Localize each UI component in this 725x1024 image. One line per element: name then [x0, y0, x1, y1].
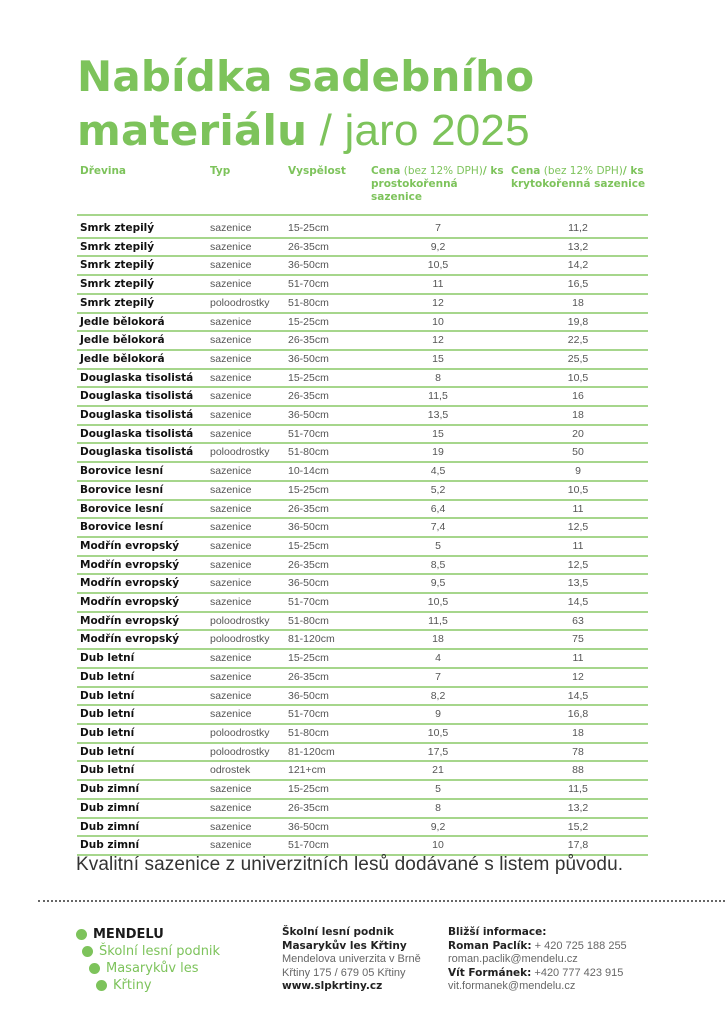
cell-covered: 18	[508, 407, 648, 426]
cell-covered: 11,5	[508, 781, 648, 800]
cell-covered: 12,5	[508, 519, 648, 538]
header-species: Dřevina	[77, 165, 207, 216]
header-price-bare-root: Cena (bez 12% DPH)/ ks prostokořenná sazenice	[368, 165, 508, 216]
cell-bare: 10	[368, 314, 508, 333]
cell-bare: 7,4	[368, 519, 508, 538]
contact-line: Vít Formánek: +420 777 423 915	[448, 966, 624, 979]
table-row	[77, 650, 648, 669]
cell-size: 26-35cm	[285, 800, 368, 819]
table-row	[77, 216, 648, 239]
table-header-row	[77, 165, 648, 216]
logo-row: Křtiny	[76, 977, 220, 994]
cell-species: Dub zimní	[77, 837, 207, 856]
cell-type: poloodrostky	[207, 744, 285, 763]
cell-bare: 5,2	[368, 482, 508, 501]
cell-species: Modřín evropský	[77, 631, 207, 650]
cell-bare: 15	[368, 351, 508, 370]
cell-size: 51-70cm	[285, 837, 368, 856]
table-row	[77, 688, 648, 707]
cell-type: sazenice	[207, 688, 285, 707]
cell-type: sazenice	[207, 216, 285, 239]
org-name-1: Školní lesní podnik	[282, 926, 394, 938]
logo-row: MENDELU	[76, 926, 220, 943]
cell-bare: 10	[368, 837, 508, 856]
table-row	[77, 594, 648, 613]
table-row	[77, 239, 648, 258]
table-row	[77, 575, 648, 594]
cell-type: odrostek	[207, 762, 285, 781]
cell-size: 26-35cm	[285, 557, 368, 576]
contact-line: Roman Paclík: + 420 725 188 255	[448, 939, 627, 952]
title-line-2	[77, 104, 534, 158]
cell-size: 36-50cm	[285, 575, 368, 594]
cell-species: Modřín evropský	[77, 594, 207, 613]
cell-covered: 75	[508, 631, 648, 650]
cell-bare: 6,4	[368, 501, 508, 520]
cell-size: 51-70cm	[285, 594, 368, 613]
cell-species: Dub letní	[77, 650, 207, 669]
table-row	[77, 276, 648, 295]
cell-species: Jedle bělokorá	[77, 332, 207, 351]
cell-bare: 12	[368, 295, 508, 314]
table-row	[77, 819, 648, 838]
cell-species: Dub letní	[77, 762, 207, 781]
cell-bare: 18	[368, 631, 508, 650]
table-row	[77, 388, 648, 407]
cell-covered: 22,5	[508, 332, 648, 351]
cell-type: sazenice	[207, 314, 285, 333]
org-name-2: Masarykův les Křtiny	[282, 939, 407, 952]
cell-type: poloodrostky	[207, 631, 285, 650]
header-type: Typ	[207, 165, 285, 216]
cell-type: sazenice	[207, 594, 285, 613]
cell-covered: 13,2	[508, 239, 648, 258]
cell-bare: 9,2	[368, 239, 508, 258]
table-body	[77, 216, 648, 856]
logo-dot-icon	[89, 963, 100, 974]
cell-bare: 12	[368, 332, 508, 351]
cell-size: 15-25cm	[285, 650, 368, 669]
phone-link[interactable]: + 420 725 188 255	[531, 939, 627, 952]
cell-species: Borovice lesní	[77, 463, 207, 482]
cell-species: Dub letní	[77, 669, 207, 688]
cell-size: 10-14cm	[285, 463, 368, 482]
cell-size: 15-25cm	[285, 781, 368, 800]
cell-species: Modřín evropský	[77, 575, 207, 594]
cell-species: Douglaska tisolistá	[77, 444, 207, 463]
cell-size: 15-25cm	[285, 314, 368, 333]
logo-dot-icon	[96, 980, 107, 991]
cell-size: 26-35cm	[285, 332, 368, 351]
table-row	[77, 426, 648, 445]
cell-covered: 11	[508, 538, 648, 557]
cell-species: Douglaska tisolistá	[77, 407, 207, 426]
cell-species: Douglaska tisolistá	[77, 388, 207, 407]
cell-type: sazenice	[207, 351, 285, 370]
cell-species: Borovice lesní	[77, 519, 207, 538]
cell-covered: 63	[508, 613, 648, 632]
cell-type: sazenice	[207, 575, 285, 594]
mendelu-logo	[76, 926, 220, 994]
cell-species: Smrk ztepilý	[77, 276, 207, 295]
cell-type: sazenice	[207, 332, 285, 351]
cell-species: Dub zimní	[77, 781, 207, 800]
cell-bare: 11	[368, 276, 508, 295]
cell-covered: 13,2	[508, 800, 648, 819]
cell-species: Dub letní	[77, 688, 207, 707]
email-link[interactable]: roman.paclik@mendelu.cz	[448, 953, 578, 966]
cell-species: Jedle bělokorá	[77, 314, 207, 333]
cell-size: 51-80cm	[285, 295, 368, 314]
cell-bare: 8	[368, 370, 508, 389]
cell-type: sazenice	[207, 463, 285, 482]
cell-covered: 11,2	[508, 216, 648, 239]
cell-covered: 17,8	[508, 837, 648, 856]
cell-type: sazenice	[207, 276, 285, 295]
cell-type: sazenice	[207, 482, 285, 501]
cell-bare: 17,5	[368, 744, 508, 763]
table-row	[77, 444, 648, 463]
cell-bare: 21	[368, 762, 508, 781]
price-table	[77, 165, 648, 856]
table-row	[77, 538, 648, 557]
contact-info	[448, 926, 648, 994]
cell-species: Modřín evropský	[77, 613, 207, 632]
cell-covered: 11	[508, 650, 648, 669]
table-row	[77, 332, 648, 351]
cell-covered: 14,5	[508, 594, 648, 613]
table-row	[77, 370, 648, 389]
cell-type: sazenice	[207, 650, 285, 669]
cell-size: 36-50cm	[285, 519, 368, 538]
logo-dot-icon	[76, 929, 87, 940]
cell-type: sazenice	[207, 388, 285, 407]
org-address: Křtiny 175 / 679 05 Křtiny	[282, 966, 406, 979]
cell-size: 15-25cm	[285, 370, 368, 389]
info-heading: Bližší informace:	[448, 926, 547, 938]
cell-species: Smrk ztepilý	[77, 239, 207, 258]
cell-size: 36-50cm	[285, 688, 368, 707]
cell-size: 15-25cm	[285, 482, 368, 501]
cell-bare: 5	[368, 781, 508, 800]
cell-covered: 18	[508, 295, 648, 314]
cell-covered: 16	[508, 388, 648, 407]
cell-species: Dub zimní	[77, 800, 207, 819]
cell-species: Jedle bělokorá	[77, 351, 207, 370]
cell-species: Douglaska tisolistá	[77, 426, 207, 445]
cell-type: sazenice	[207, 257, 285, 276]
cell-bare: 8	[368, 800, 508, 819]
cell-covered: 9	[508, 463, 648, 482]
cell-size: 26-35cm	[285, 669, 368, 688]
cell-size: 51-70cm	[285, 276, 368, 295]
email-link[interactable]: vit.formanek@mendelu.cz	[448, 980, 576, 993]
cell-type: poloodrostky	[207, 444, 285, 463]
header-price-covered-root: Cena (bez 12% DPH)/ ks krytokořenná sazenice	[508, 165, 648, 216]
cell-covered: 13,5	[508, 575, 648, 594]
header-size: Vyspělost	[285, 165, 368, 216]
cell-type: poloodrostky	[207, 295, 285, 314]
table-row	[77, 295, 648, 314]
cell-bare: 4,5	[368, 463, 508, 482]
cell-bare: 10,5	[368, 257, 508, 276]
cell-species: Dub letní	[77, 725, 207, 744]
cell-type: sazenice	[207, 239, 285, 258]
cell-bare: 10,5	[368, 725, 508, 744]
cell-type: sazenice	[207, 781, 285, 800]
cell-bare: 7	[368, 216, 508, 239]
cell-species: Smrk ztepilý	[77, 257, 207, 276]
cell-covered: 16,8	[508, 706, 648, 725]
cell-size: 51-70cm	[285, 426, 368, 445]
cell-size: 51-70cm	[285, 706, 368, 725]
cell-species: Smrk ztepilý	[77, 216, 207, 239]
cell-covered: 50	[508, 444, 648, 463]
cell-type: sazenice	[207, 706, 285, 725]
cell-type: poloodrostky	[207, 725, 285, 744]
cell-size: 15-25cm	[285, 538, 368, 557]
table-row	[77, 725, 648, 744]
cell-size: 36-50cm	[285, 257, 368, 276]
cell-species: Smrk ztepilý	[77, 295, 207, 314]
table-row	[77, 519, 648, 538]
cell-bare: 4	[368, 650, 508, 669]
cell-size: 36-50cm	[285, 819, 368, 838]
table-row	[77, 613, 648, 632]
cell-size: 81-120cm	[285, 744, 368, 763]
table-row	[77, 351, 648, 370]
cell-size: 36-50cm	[285, 407, 368, 426]
title-line-1: Nabídka sadebního	[77, 52, 535, 101]
cell-size: 51-80cm	[285, 725, 368, 744]
cell-bare: 8,5	[368, 557, 508, 576]
phone-link[interactable]: +420 777 423 915	[531, 966, 624, 979]
cell-species: Dub letní	[77, 706, 207, 725]
cell-size: 26-35cm	[285, 239, 368, 258]
table-row	[77, 501, 648, 520]
table-row	[77, 314, 648, 333]
cell-covered: 14,5	[508, 688, 648, 707]
cell-size: 51-80cm	[285, 444, 368, 463]
cell-type: sazenice	[207, 501, 285, 520]
website-link[interactable]: www.slpkrtiny.cz	[282, 980, 383, 993]
cell-bare: 11,5	[368, 613, 508, 632]
cell-covered: 10,5	[508, 370, 648, 389]
cell-type: sazenice	[207, 370, 285, 389]
cell-bare: 8,2	[368, 688, 508, 707]
organization-address	[282, 926, 442, 994]
cell-covered: 18	[508, 725, 648, 744]
tagline: Kvalitní sazenice z univerzitních lesů dodávané s listem původu.	[76, 854, 624, 875]
table-row	[77, 744, 648, 763]
cell-covered: 16,5	[508, 276, 648, 295]
cell-species: Dub letní	[77, 744, 207, 763]
title-season: / jaro 2025	[307, 106, 530, 155]
table-row	[77, 482, 648, 501]
cell-type: sazenice	[207, 519, 285, 538]
table-row	[77, 631, 648, 650]
table-row	[77, 407, 648, 426]
cell-covered: 12,5	[508, 557, 648, 576]
logo-row: Školní lesní podnik	[76, 943, 220, 960]
table-row	[77, 257, 648, 276]
dotted-divider	[38, 900, 725, 902]
cell-type: poloodrostky	[207, 613, 285, 632]
cell-type: sazenice	[207, 819, 285, 838]
table-row	[77, 762, 648, 781]
cell-covered: 11	[508, 501, 648, 520]
cell-bare: 9	[368, 706, 508, 725]
table-row	[77, 669, 648, 688]
cell-bare: 11,5	[368, 388, 508, 407]
cell-species: Modřín evropský	[77, 557, 207, 576]
cell-species: Modřín evropský	[77, 538, 207, 557]
cell-covered: 14,2	[508, 257, 648, 276]
cell-type: sazenice	[207, 837, 285, 856]
cell-species: Borovice lesní	[77, 501, 207, 520]
table-row	[77, 557, 648, 576]
cell-species: Douglaska tisolistá	[77, 370, 207, 389]
title-bold-part: materiálu	[77, 106, 308, 155]
cell-size: 51-80cm	[285, 613, 368, 632]
table-row	[77, 706, 648, 725]
cell-bare: 5	[368, 538, 508, 557]
table-row	[77, 800, 648, 819]
cell-species: Borovice lesní	[77, 482, 207, 501]
cell-covered: 10,5	[508, 482, 648, 501]
cell-size: 81-120cm	[285, 631, 368, 650]
org-university: Mendelova univerzita v Brně	[282, 953, 421, 966]
cell-size: 15-25cm	[285, 216, 368, 239]
cell-covered: 78	[508, 744, 648, 763]
cell-covered: 20	[508, 426, 648, 445]
cell-type: sazenice	[207, 538, 285, 557]
cell-covered: 25,5	[508, 351, 648, 370]
cell-covered: 88	[508, 762, 648, 781]
logo-dot-icon	[82, 946, 93, 957]
cell-covered: 12	[508, 669, 648, 688]
cell-type: sazenice	[207, 669, 285, 688]
cell-bare: 9,5	[368, 575, 508, 594]
cell-size: 121+cm	[285, 762, 368, 781]
cell-bare: 9,2	[368, 819, 508, 838]
cell-type: sazenice	[207, 407, 285, 426]
cell-bare: 19	[368, 444, 508, 463]
cell-size: 26-35cm	[285, 501, 368, 520]
table-row	[77, 781, 648, 800]
cell-bare: 13,5	[368, 407, 508, 426]
table-row	[77, 463, 648, 482]
cell-bare: 7	[368, 669, 508, 688]
cell-type: sazenice	[207, 800, 285, 819]
cell-covered: 19,8	[508, 314, 648, 333]
page-title	[77, 50, 534, 158]
cell-species: Dub zimní	[77, 819, 207, 838]
cell-type: sazenice	[207, 426, 285, 445]
cell-covered: 15,2	[508, 819, 648, 838]
cell-size: 26-35cm	[285, 388, 368, 407]
cell-type: sazenice	[207, 557, 285, 576]
logo-row: Masarykův les	[76, 960, 220, 977]
cell-size: 36-50cm	[285, 351, 368, 370]
cell-bare: 15	[368, 426, 508, 445]
cell-bare: 10,5	[368, 594, 508, 613]
